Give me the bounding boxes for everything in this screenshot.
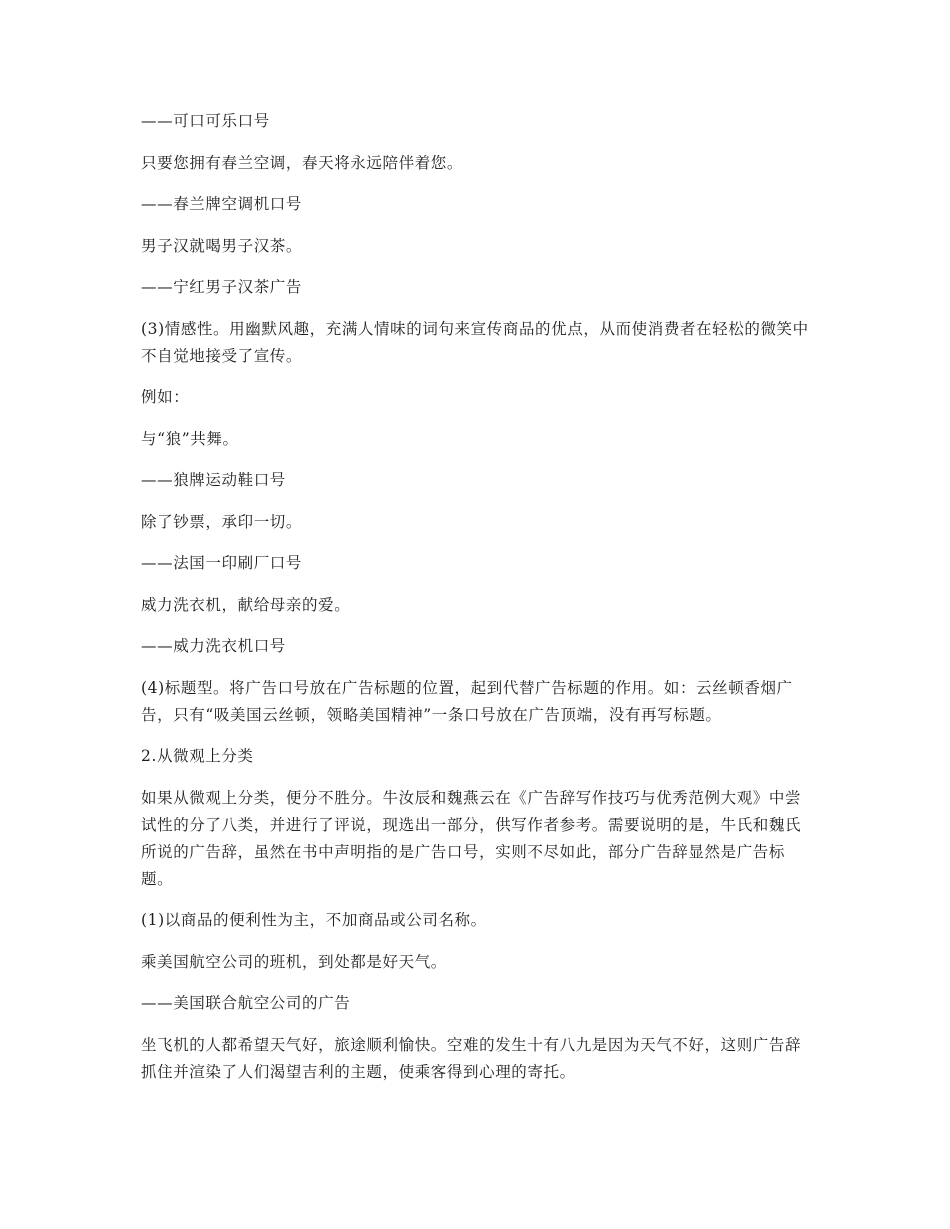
- section-heading-micro: 2.从微观上分类: [141, 747, 254, 765]
- slogan-weili: 威力洗衣机，献给母亲的爱。: [141, 595, 351, 614]
- example-label: 例如：: [141, 388, 190, 406]
- document-page: [141, 108, 813, 1100]
- slogan-attribution-printer: ——法国一印刷厂口号: [141, 554, 303, 572]
- section-emotional: (3)情感性。用幽默风趣，充满人情味的词句来宣传商品的优点，从而使消费者在轻松的微笑中不自觉地接受了宣传。: [141, 319, 809, 365]
- slogan-attribution-chunlan: ——春兰牌空调机口号: [141, 195, 303, 213]
- slogan-attribution-united-airlines: ——美国联合航空公司的广告: [141, 994, 351, 1012]
- slogan-printer: 除了钞票，承印一切。: [141, 512, 303, 531]
- slogan-attribution-weili: ——威力洗衣机口号: [141, 637, 286, 655]
- slogan-attribution-ninghong: ——宁红男子汉茶广告: [141, 278, 303, 296]
- section-micro-intro: 如果从微观上分类，便分不胜分。牛汝辰和魏燕云在《广告辞写作技巧与优秀范例大观》中尝试性的分了八类，并进行了评说，现选出一部分，供写作者参考。需要说明的是，牛氏和魏氏所说的广告辞，虽然在书中声明指的是广告口号，实则不尽如此，部分广告辞显然是广告标题。: [141, 788, 802, 888]
- slogan-ninghong: 男子汉就喝男子汉茶。: [141, 236, 303, 255]
- commentary-united-airlines: 坐飞机的人都希望天气好，旅途顺利愉快。空难的发生十有八九是因为天气不好，这则广告辞抓住并渲染了人们渴望吉利的主题，使乘客得到心理的寄托。: [141, 1035, 802, 1081]
- slogan-united-airlines: 乘美国航空公司的班机，到处都是好天气。: [141, 952, 447, 971]
- slogan-attribution-coca-cola: ——可口可乐口号: [141, 112, 270, 130]
- slogan-chunlan: 只要您拥有春兰空调，春天将永远陪伴着您。: [141, 153, 464, 172]
- section-convenience: (1)以商品的便利性为主，不加商品或公司名称。: [141, 911, 487, 929]
- slogan-attribution-wolf: ——狼牌运动鞋口号: [141, 471, 286, 489]
- slogan-wolf: 与“狼”共舞。: [141, 429, 239, 448]
- section-headline-type: (4)标题型。将广告口号放在广告标题的位置，起到代替广告标题的作用。如：云丝顿香烟广告，只有“吸美国云丝顿，领略美国精神”一条口号放在广告顶端，没有再写标题。: [141, 678, 793, 724]
